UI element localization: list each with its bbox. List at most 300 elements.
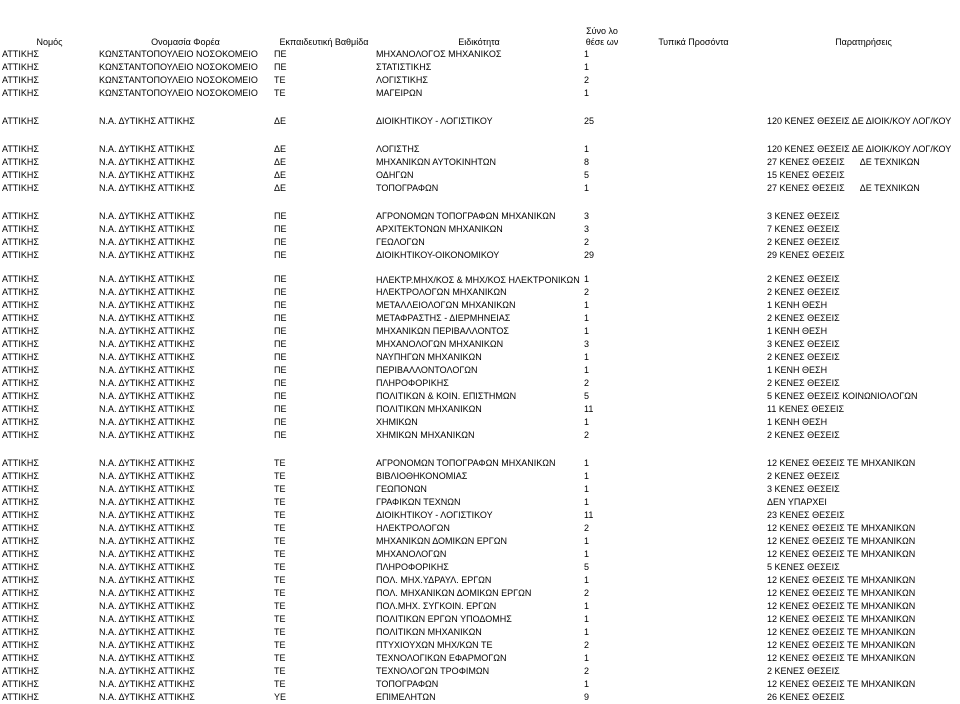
cell-synolo: 2 — [584, 75, 590, 85]
cell-nomos: ΑΤΤΙΚΗΣ — [2, 49, 39, 59]
cell-eidikotita: ΑΓΡΟΝΟΜΩΝ ΤΟΠΟΓΡΑΦΩΝ ΜΗΧΑΝΙΚΩΝ — [376, 458, 556, 468]
empty-cell — [582, 195, 620, 210]
table-row — [0, 338, 960, 351]
header-synolo: Σύνο λο θέσε ων — [585, 26, 619, 47]
cell-paratiriseis: 12 ΚΕΝΕΣ ΘΕΣΕΙΣ ΤΕ ΜΗΧΑΝΙΚΩΝ — [767, 575, 916, 585]
cell-eidikotita: ΣΤΑΤΙΣΤΙΚΗΣ — [376, 62, 432, 72]
cell-synolo: 2 — [584, 287, 590, 297]
cell-vathmida: ΠΕ — [274, 250, 287, 260]
table-row — [0, 61, 960, 74]
cell-eidikotita: ΑΓΡΟΝΟΜΩΝ ΤΟΠΟΓΡΑΦΩΝ ΜΗΧΑΝΙΚΩΝ — [376, 211, 556, 221]
table-row — [0, 115, 960, 128]
cell-vathmida: ΔΕ — [274, 144, 287, 154]
cell-foreas: Ν.Α. ΔΥΤΙΚΗΣ ΑΤΤΙΚΗΣ — [99, 313, 195, 323]
cell-prosonta — [620, 548, 765, 561]
header-foreas: Ονομασία Φορέα — [151, 37, 220, 47]
table-row — [0, 351, 960, 364]
header-prosonta: Τυπικά Προσόντα — [658, 37, 729, 47]
cell-paratiriseis: 27 ΚΕΝΕΣ ΘΕΣΕΙΣ ΔΕ ΤΕΧΝΙΚΩΝ — [767, 183, 920, 193]
spacer-row — [0, 100, 960, 115]
cell-foreas: Ν.Α. ΔΥΤΙΚΗΣ ΑΤΤΙΚΗΣ — [99, 365, 195, 375]
cell-synolo: 5 — [584, 391, 590, 401]
cell-paratiriseis: 29 ΚΕΝΕΣ ΘΕΣΕΙΣ — [767, 250, 845, 260]
empty-cell — [272, 128, 374, 143]
cell-paratiriseis: 5 ΚΕΝΕΣ ΘΕΣΕΙΣ ΚΟΙΝΩΝΙΟΛΟΓΩΝ — [767, 391, 918, 401]
cell-vathmida: ΤΕ — [274, 627, 286, 637]
cell-prosonta — [620, 286, 765, 299]
cell-foreas: Ν.Α. ΔΥΤΙΚΗΣ ΑΤΤΙΚΗΣ — [99, 601, 195, 611]
cell-vathmida: ΤΕ — [274, 549, 286, 559]
header-paratiriseis: Παρατηρήσεις — [835, 37, 892, 47]
cell-prosonta — [620, 115, 765, 128]
cell-prosonta — [620, 169, 765, 182]
cell-foreas: ΚΩΝΣΤΑΝΤΟΠΟΥΛΕΙΟ ΝΟΣΟΚΟΜΕΙΟ — [99, 62, 258, 72]
cell-synolo: 8 — [584, 157, 590, 167]
cell-synolo: 1 — [584, 326, 590, 336]
cell-vathmida: ΠΕ — [274, 404, 287, 414]
cell-paratiriseis: 7 ΚΕΝΕΣ ΘΕΣΕΙΣ — [767, 224, 840, 234]
cell-nomos: ΑΤΤΙΚΗΣ — [2, 170, 39, 180]
cell-vathmida: ΤΕ — [274, 666, 286, 676]
cell-vathmida: ΠΕ — [274, 49, 287, 59]
empty-cell — [765, 195, 960, 210]
cell-vathmida: ΠΕ — [274, 391, 287, 401]
cell-paratiriseis: 12 ΚΕΝΕΣ ΘΕΣΕΙΣ ΤΕ ΜΗΧΑΝΙΚΩΝ — [767, 588, 916, 598]
empty-cell — [765, 128, 960, 143]
cell-synolo: 2 — [584, 378, 590, 388]
cell-nomos: ΑΤΤΙΚΗΣ — [2, 627, 39, 637]
cell-eidikotita: ΤΟΠΟΓΡΑΦΩΝ — [376, 183, 439, 193]
cell-eidikotita: ΕΠΙΜΕΛΗΤΩΝ — [376, 692, 436, 702]
cell-nomos: ΑΤΤΙΚΗΣ — [2, 510, 39, 520]
cell-prosonta — [620, 87, 765, 100]
cell-nomos: ΑΤΤΙΚΗΣ — [2, 250, 39, 260]
cell-foreas: Ν.Α. ΔΥΤΙΚΗΣ ΑΤΤΙΚΗΣ — [99, 497, 195, 507]
empty-cell — [582, 442, 620, 457]
cell-foreas: Ν.Α. ΔΥΤΙΚΗΣ ΑΤΤΙΚΗΣ — [99, 510, 195, 520]
table-row — [0, 626, 960, 639]
cell-nomos: ΑΤΤΙΚΗΣ — [2, 352, 39, 362]
header-eidikotita: Ειδικότητα — [458, 37, 500, 47]
empty-cell — [272, 195, 374, 210]
cell-eidikotita: ΜΗΧΑΝΙΚΩΝ ΑΥΤΟΚΙΝΗΤΩΝ — [376, 157, 496, 167]
cell-prosonta — [620, 574, 765, 587]
cell-eidikotita: ΛΟΓΙΣΤΗΣ — [376, 144, 420, 154]
cell-synolo: 3 — [584, 224, 590, 234]
cell-nomos: ΑΤΤΙΚΗΣ — [2, 601, 39, 611]
cell-paratiriseis: 12 ΚΕΝΕΣ ΘΕΣΕΙΣ ΤΕ ΜΗΧΑΝΙΚΩΝ — [767, 523, 916, 533]
cell-prosonta — [620, 351, 765, 364]
cell-synolo: 11 — [584, 404, 594, 414]
table-row — [0, 457, 960, 470]
cell-eidikotita: ΠΟΛΙΤΙΚΩΝ ΕΡΓΩΝ ΥΠΟΔΟΜΗΣ — [376, 614, 512, 624]
cell-foreas: Ν.Α. ΔΥΤΙΚΗΣ ΑΤΤΙΚΗΣ — [99, 627, 195, 637]
cell-foreas: Ν.Α. ΔΥΤΙΚΗΣ ΑΤΤΙΚΗΣ — [99, 458, 195, 468]
cell-vathmida: ΤΕ — [274, 562, 286, 572]
table-row — [0, 639, 960, 652]
cell-foreas: Ν.Α. ΔΥΤΙΚΗΣ ΑΤΤΙΚΗΣ — [99, 484, 195, 494]
cell-vathmida: ΤΕ — [274, 458, 286, 468]
cell-nomos: ΑΤΤΙΚΗΣ — [2, 430, 39, 440]
cell-foreas: ΚΩΝΣΤΑΝΤΟΠΟΥΛΕΙΟ ΝΟΣΟΚΟΜΕΙΟ — [99, 49, 258, 59]
cell-foreas: Ν.Α. ΔΥΤΙΚΗΣ ΑΤΤΙΚΗΣ — [99, 224, 195, 234]
cell-paratiriseis: 2 ΚΕΝΕΣ ΘΕΣΕΙΣ — [767, 666, 840, 676]
table-row — [0, 691, 960, 704]
cell-nomos: ΑΤΤΙΚΗΣ — [2, 62, 39, 72]
cell-nomos: ΑΤΤΙΚΗΣ — [2, 211, 39, 221]
table-row — [0, 48, 960, 61]
cell-foreas: Ν.Α. ΔΥΤΙΚΗΣ ΑΤΤΙΚΗΣ — [99, 339, 195, 349]
cell-prosonta — [620, 182, 765, 195]
cell-paratiriseis: 2 ΚΕΝΕΣ ΘΕΣΕΙΣ — [767, 471, 840, 481]
cell-nomos: ΑΤΤΙΚΗΣ — [2, 666, 39, 676]
cell-paratiriseis: 12 ΚΕΝΕΣ ΘΕΣΕΙΣ ΤΕ ΜΗΧΑΝΙΚΩΝ — [767, 679, 916, 689]
table-row — [0, 496, 960, 509]
cell-synolo: 1 — [584, 313, 590, 323]
cell-paratiriseis: 2 ΚΕΝΕΣ ΘΕΣΕΙΣ — [767, 352, 840, 362]
cell-nomos: ΑΤΤΙΚΗΣ — [2, 274, 39, 284]
cell-vathmida: ΠΕ — [274, 339, 287, 349]
cell-nomos: ΑΤΤΙΚΗΣ — [2, 417, 39, 427]
cell-foreas: Ν.Α. ΔΥΤΙΚΗΣ ΑΤΤΙΚΗΣ — [99, 523, 195, 533]
table-row — [0, 548, 960, 561]
cell-paratiriseis: 2 ΚΕΝΕΣ ΘΕΣΕΙΣ — [767, 313, 840, 323]
table-row — [0, 182, 960, 195]
cell-prosonta — [620, 429, 765, 442]
table-row — [0, 587, 960, 600]
empty-cell — [272, 442, 374, 457]
cell-eidikotita: ΓΕΩΠΟΝΩΝ — [376, 484, 427, 494]
cell-paratiriseis: 12 ΚΕΝΕΣ ΘΕΣΕΙΣ ΤΕ ΜΗΧΑΝΙΚΩΝ — [767, 601, 916, 611]
cell-vathmida: ΔΕ — [274, 116, 287, 126]
cell-vathmida: ΤΕ — [274, 640, 286, 650]
cell-nomos: ΑΤΤΙΚΗΣ — [2, 588, 39, 598]
table-row — [0, 403, 960, 416]
cell-paratiriseis: 12 ΚΕΝΕΣ ΘΕΣΕΙΣ ΤΕ ΜΗΧΑΝΙΚΩΝ — [767, 627, 916, 637]
cell-eidikotita: ΠΤΥΧΙΟΥΧΩΝ ΜΗΧ/ΚΩΝ ΤΕ — [376, 640, 493, 650]
cell-paratiriseis: 12 ΚΕΝΕΣ ΘΕΣΕΙΣ ΤΕ ΜΗΧΑΝΙΚΩΝ — [767, 536, 916, 546]
cell-prosonta — [620, 613, 765, 626]
cell-synolo: 3 — [584, 211, 590, 221]
cell-prosonta — [620, 325, 765, 338]
cell-eidikotita: ΜΗΧΑΝΟΛΟΓΩΝ ΜΗΧΑΝΙΚΩΝ — [376, 339, 504, 349]
cell-synolo: 1 — [584, 417, 590, 427]
cell-prosonta — [620, 390, 765, 403]
cell-nomos: ΑΤΤΙΚΗΣ — [2, 116, 39, 126]
cell-prosonta — [620, 377, 765, 390]
cell-nomos: ΑΤΤΙΚΗΣ — [2, 575, 39, 585]
cell-eidikotita: ΤΕΧΝΟΛΟΓΩΝ ΤΡΟΦΙΜΩΝ — [376, 666, 490, 676]
empty-cell — [620, 128, 765, 143]
cell-vathmida: ΠΕ — [274, 417, 287, 427]
cell-vathmida: ΠΕ — [274, 352, 287, 362]
empty-cell — [765, 100, 960, 115]
cell-prosonta — [620, 496, 765, 509]
empty-cell — [97, 195, 272, 210]
cell-synolo: 2 — [584, 666, 590, 676]
table-row — [0, 600, 960, 613]
cell-synolo: 2 — [584, 430, 590, 440]
cell-paratiriseis — [765, 61, 960, 74]
cell-foreas: Ν.Α. ΔΥΤΙΚΗΣ ΑΤΤΙΚΗΣ — [99, 144, 195, 154]
cell-prosonta — [620, 600, 765, 613]
cell-prosonta — [620, 470, 765, 483]
table-row — [0, 262, 960, 286]
cell-foreas: Ν.Α. ΔΥΤΙΚΗΣ ΑΤΤΙΚΗΣ — [99, 157, 195, 167]
cell-paratiriseis: 12 ΚΕΝΕΣ ΘΕΣΕΙΣ ΤΕ ΜΗΧΑΝΙΚΩΝ — [767, 458, 916, 468]
cell-paratiriseis: 3 ΚΕΝΕΣ ΘΕΣΕΙΣ — [767, 339, 840, 349]
cell-foreas: Ν.Α. ΔΥΤΙΚΗΣ ΑΤΤΙΚΗΣ — [99, 640, 195, 650]
cell-vathmida: ΤΕ — [274, 510, 286, 520]
cell-synolo: 1 — [584, 484, 590, 494]
cell-paratiriseis: 12 ΚΕΝΕΣ ΘΕΣΕΙΣ ΤΕ ΜΗΧΑΝΙΚΩΝ — [767, 653, 916, 663]
cell-nomos: ΑΤΤΙΚΗΣ — [2, 365, 39, 375]
table-row — [0, 299, 960, 312]
cell-foreas: Ν.Α. ΔΥΤΙΚΗΣ ΑΤΤΙΚΗΣ — [99, 378, 195, 388]
cell-foreas: Ν.Α. ΔΥΤΙΚΗΣ ΑΤΤΙΚΗΣ — [99, 274, 195, 284]
cell-vathmida: ΠΕ — [274, 365, 287, 375]
cell-synolo: 1 — [584, 274, 590, 284]
cell-synolo: 1 — [584, 497, 590, 507]
cell-synolo: 2 — [584, 523, 590, 533]
cell-foreas: Ν.Α. ΔΥΤΙΚΗΣ ΑΤΤΙΚΗΣ — [99, 170, 195, 180]
cell-eidikotita: ΗΛΕΚΤΡΟΛΟΓΩΝ ΜΗΧΑΝΙΚΩΝ — [376, 287, 507, 297]
cell-paratiriseis: 2 ΚΕΝΕΣ ΘΕΣΕΙΣ — [767, 274, 840, 284]
table-row — [0, 678, 960, 691]
cell-nomos: ΑΤΤΙΚΗΣ — [2, 300, 39, 310]
cell-vathmida: ΔΕ — [274, 170, 287, 180]
table-row — [0, 377, 960, 390]
cell-prosonta — [620, 338, 765, 351]
empty-cell — [0, 100, 97, 115]
cell-synolo: 1 — [584, 300, 590, 310]
cell-paratiriseis: 3 ΚΕΝΕΣ ΘΕΣΕΙΣ — [767, 211, 840, 221]
cell-synolo: 1 — [584, 352, 590, 362]
cell-foreas: Ν.Α. ΔΥΤΙΚΗΣ ΑΤΤΙΚΗΣ — [99, 391, 195, 401]
cell-vathmida: ΠΕ — [274, 237, 287, 247]
cell-vathmida: ΤΕ — [274, 471, 286, 481]
cell-eidikotita: ΔΙΟΙΚΗΤΙΚΟΥ - ΛΟΓΙΣΤΙΚΟΥ — [376, 116, 493, 126]
cell-nomos: ΑΤΤΙΚΗΣ — [2, 287, 39, 297]
empty-cell — [97, 442, 272, 457]
cell-vathmida: ΤΕ — [274, 588, 286, 598]
cell-vathmida: ΤΕ — [274, 75, 286, 85]
empty-cell — [374, 100, 582, 115]
table-row — [0, 87, 960, 100]
cell-foreas: Ν.Α. ΔΥΤΙΚΗΣ ΑΤΤΙΚΗΣ — [99, 211, 195, 221]
table-row — [0, 364, 960, 377]
cell-prosonta — [620, 457, 765, 470]
cell-prosonta — [620, 312, 765, 325]
cell-vathmida: ΤΕ — [274, 497, 286, 507]
table-row — [0, 483, 960, 496]
cell-paratiriseis: 15 ΚΕΝΕΣ ΘΕΣΕΙΣ — [767, 170, 845, 180]
cell-paratiriseis — [765, 87, 960, 100]
cell-vathmida: ΠΕ — [274, 62, 287, 72]
cell-eidikotita: ΔΙΟΙΚΗΤΙΚΟΥ-ΟΙΚΟΝΟΜΙΚΟΥ — [376, 250, 500, 260]
cell-vathmida: ΔΕ — [274, 183, 287, 193]
cell-nomos: ΑΤΤΙΚΗΣ — [2, 183, 39, 193]
table-row — [0, 169, 960, 182]
cell-eidikotita: ΠΟΛΙΤΙΚΩΝ ΜΗΧΑΝΙΚΩΝ — [376, 627, 482, 637]
cell-prosonta — [620, 403, 765, 416]
table-row — [0, 286, 960, 299]
cell-synolo: 1 — [584, 183, 590, 193]
empty-cell — [0, 128, 97, 143]
cell-foreas: ΚΩΝΣΤΑΝΤΟΠΟΥΛΕΙΟ ΝΟΣΟΚΟΜΕΙΟ — [99, 75, 258, 85]
cell-eidikotita: ΜΗΧΑΝΙΚΩΝ ΔΟΜΙΚΩΝ ΕΡΓΩΝ — [376, 536, 507, 546]
cell-prosonta — [620, 652, 765, 665]
cell-foreas: Ν.Α. ΔΥΤΙΚΗΣ ΑΤΤΙΚΗΣ — [99, 679, 195, 689]
cell-synolo: 5 — [584, 170, 590, 180]
cell-foreas: ΚΩΝΣΤΑΝΤΟΠΟΥΛΕΙΟ ΝΟΣΟΚΟΜΕΙΟ — [99, 88, 258, 98]
cell-synolo: 2 — [584, 588, 590, 598]
cell-vathmida: ΠΕ — [274, 274, 287, 284]
cell-foreas: Ν.Α. ΔΥΤΙΚΗΣ ΑΤΤΙΚΗΣ — [99, 287, 195, 297]
cell-prosonta — [620, 61, 765, 74]
table-row — [0, 210, 960, 223]
cell-nomos: ΑΤΤΙΚΗΣ — [2, 523, 39, 533]
table-row — [0, 429, 960, 442]
cell-vathmida: ΥΕ — [274, 692, 287, 702]
cell-synolo: 1 — [584, 536, 590, 546]
cell-vathmida: ΠΕ — [274, 326, 287, 336]
cell-nomos: ΑΤΤΙΚΗΣ — [2, 404, 39, 414]
cell-paratiriseis: 23 ΚΕΝΕΣ ΘΕΣΕΙΣ — [767, 510, 845, 520]
table-row — [0, 236, 960, 249]
cell-paratiriseis: 1 ΚΕΝΗ ΘΕΣΗ — [767, 365, 828, 375]
cell-paratiriseis: 26 ΚΕΝΕΣ ΘΕΣΕΙΣ — [767, 692, 845, 702]
cell-synolo: 1 — [584, 49, 590, 59]
cell-vathmida: ΠΕ — [274, 287, 287, 297]
cell-eidikotita: ΜΕΤΑΦΡΑΣΤΗΣ - ΔΙΕΡΜΗΝΕΙΑΣ — [376, 313, 511, 323]
cell-paratiriseis: 2 ΚΕΝΕΣ ΘΕΣΕΙΣ — [767, 430, 840, 440]
cell-vathmida: ΠΕ — [274, 300, 287, 310]
table-row — [0, 249, 960, 262]
cell-synolo: 1 — [584, 549, 590, 559]
cell-nomos: ΑΤΤΙΚΗΣ — [2, 562, 39, 572]
cell-foreas: Ν.Α. ΔΥΤΙΚΗΣ ΑΤΤΙΚΗΣ — [99, 562, 195, 572]
cell-vathmida: ΤΕ — [274, 88, 286, 98]
cell-synolo: 1 — [584, 144, 590, 154]
empty-cell — [272, 100, 374, 115]
cell-prosonta — [620, 691, 765, 704]
cell-foreas: Ν.Α. ΔΥΤΙΚΗΣ ΑΤΤΙΚΗΣ — [99, 666, 195, 676]
cell-synolo: 1 — [584, 653, 590, 663]
cell-synolo: 5 — [584, 562, 590, 572]
cell-vathmida: ΤΕ — [274, 484, 286, 494]
cell-vathmida: ΤΕ — [274, 536, 286, 546]
cell-prosonta — [620, 509, 765, 522]
cell-nomos: ΑΤΤΙΚΗΣ — [2, 679, 39, 689]
cell-nomos: ΑΤΤΙΚΗΣ — [2, 237, 39, 247]
cell-prosonta — [620, 249, 765, 262]
cell-foreas: Ν.Α. ΔΥΤΙΚΗΣ ΑΤΤΙΚΗΣ — [99, 471, 195, 481]
table-row — [0, 561, 960, 574]
cell-synolo: 1 — [584, 365, 590, 375]
cell-paratiriseis: 1 ΚΕΝΗ ΘΕΣΗ — [767, 417, 828, 427]
cell-paratiriseis: 11 ΚΕΝΕΣ ΘΕΣΕΙΣ — [767, 404, 845, 414]
table-row — [0, 470, 960, 483]
cell-prosonta — [620, 210, 765, 223]
cell-paratiriseis: 120 ΚΕΝΕΣ ΘΕΣΕΙΣ ΔΕ ΔΙΟΙΚ/ΚΟΥ ΛΟΓ/ΚΟΥ — [767, 116, 952, 126]
cell-foreas: Ν.Α. ΔΥΤΙΚΗΣ ΑΤΤΙΚΗΣ — [99, 417, 195, 427]
empty-cell — [0, 442, 97, 457]
header-nomos: Νομός — [36, 37, 63, 47]
cell-paratiriseis: 3 ΚΕΝΕΣ ΘΕΣΕΙΣ — [767, 484, 840, 494]
cell-nomos: ΑΤΤΙΚΗΣ — [2, 391, 39, 401]
cell-paratiriseis: 27 ΚΕΝΕΣ ΘΕΣΕΙΣ ΔΕ ΤΕΧΝΙΚΩΝ — [767, 157, 920, 167]
table-row — [0, 223, 960, 236]
cell-nomos: ΑΤΤΙΚΗΣ — [2, 484, 39, 494]
cell-synolo: 9 — [584, 692, 590, 702]
cell-synolo: 1 — [584, 601, 590, 611]
cell-eidikotita: ΗΛΕΚΤΡ.ΜΗΧ/ΚΟΣ & ΜΗΧ/ΚΟΣ ΗΛΕΚΤΡΟΝΙΚΩΝ — [376, 275, 580, 285]
empty-cell — [374, 128, 582, 143]
cell-eidikotita: ΓΡΑΦΙΚΩΝ ΤΕΧΝΩΝ — [376, 497, 461, 507]
cell-prosonta — [620, 364, 765, 377]
cell-foreas: Ν.Α. ΔΥΤΙΚΗΣ ΑΤΤΙΚΗΣ — [99, 549, 195, 559]
cell-synolo: 25 — [584, 116, 595, 126]
cell-eidikotita: ΔΙΟΙΚΗΤΙΚΟΥ - ΛΟΓΙΣΤΙΚΟΥ — [376, 510, 493, 520]
spacer-row — [0, 128, 960, 143]
cell-prosonta — [620, 587, 765, 600]
cell-paratiriseis: 12 ΚΕΝΕΣ ΘΕΣΕΙΣ ΤΕ ΜΗΧΑΝΙΚΩΝ — [767, 614, 916, 624]
cell-nomos: ΑΤΤΙΚΗΣ — [2, 497, 39, 507]
cell-vathmida: ΠΕ — [274, 430, 287, 440]
cell-prosonta — [620, 678, 765, 691]
cell-nomos: ΑΤΤΙΚΗΣ — [2, 640, 39, 650]
cell-eidikotita: ΜΗΧΑΝΙΚΩΝ ΠΕΡΙΒΑΛΛΟΝΤΟΣ — [376, 326, 509, 336]
cell-synolo: 1 — [584, 62, 590, 72]
cell-nomos: ΑΤΤΙΚΗΣ — [2, 614, 39, 624]
cell-eidikotita: ΠΟΛΙΤΙΚΩΝ & ΚΟΙΝ. ΕΠΙΣΤΗΜΩΝ — [376, 391, 517, 401]
table-row — [0, 325, 960, 338]
cell-nomos: ΑΤΤΙΚΗΣ — [2, 88, 39, 98]
cell-eidikotita: ΠΟΛ. ΜΗΧ.ΥΔΡΑΥΛ. ΕΡΓΩΝ — [376, 575, 492, 585]
cell-synolo: 1 — [584, 627, 590, 637]
cell-prosonta — [620, 299, 765, 312]
cell-vathmida: ΤΕ — [274, 575, 286, 585]
cell-foreas: Ν.Α. ΔΥΤΙΚΗΣ ΑΤΤΙΚΗΣ — [99, 536, 195, 546]
cell-foreas: Ν.Α. ΔΥΤΙΚΗΣ ΑΤΤΙΚΗΣ — [99, 183, 195, 193]
cell-paratiriseis: 2 ΚΕΝΕΣ ΘΕΣΕΙΣ — [767, 237, 840, 247]
table-row — [0, 416, 960, 429]
table-row — [0, 143, 960, 156]
cell-nomos: ΑΤΤΙΚΗΣ — [2, 692, 39, 702]
cell-synolo: 1 — [584, 614, 590, 624]
cell-eidikotita: ΤΟΠΟΓΡΑΦΩΝ — [376, 679, 439, 689]
cell-synolo: 1 — [584, 679, 590, 689]
cell-eidikotita: ΗΛΕΚΤΡΟΛΟΓΩΝ — [376, 523, 450, 533]
table-row — [0, 522, 960, 535]
cell-foreas: Ν.Α. ΔΥΤΙΚΗΣ ΑΤΤΙΚΗΣ — [99, 300, 195, 310]
cell-synolo: 1 — [584, 88, 590, 98]
cell-vathmida: ΠΕ — [274, 224, 287, 234]
cell-prosonta — [620, 143, 765, 156]
cell-paratiriseis: 12 ΚΕΝΕΣ ΘΕΣΕΙΣ ΤΕ ΜΗΧΑΝΙΚΩΝ — [767, 640, 916, 650]
cell-prosonta — [620, 236, 765, 249]
table-row — [0, 156, 960, 169]
cell-vathmida: ΤΕ — [274, 679, 286, 689]
header-vathmida: Εκπαιδευτική Βαθμίδα — [279, 37, 369, 47]
cell-eidikotita: ΜΕΤΑΛΛΕΙΟΛΟΓΩΝ ΜΗΧΑΝΙΚΩΝ — [376, 300, 516, 310]
cell-prosonta — [620, 74, 765, 87]
cell-prosonta — [620, 522, 765, 535]
empty-cell — [0, 195, 97, 210]
cell-nomos: ΑΤΤΙΚΗΣ — [2, 326, 39, 336]
cell-foreas: Ν.Α. ΔΥΤΙΚΗΣ ΑΤΤΙΚΗΣ — [99, 352, 195, 362]
